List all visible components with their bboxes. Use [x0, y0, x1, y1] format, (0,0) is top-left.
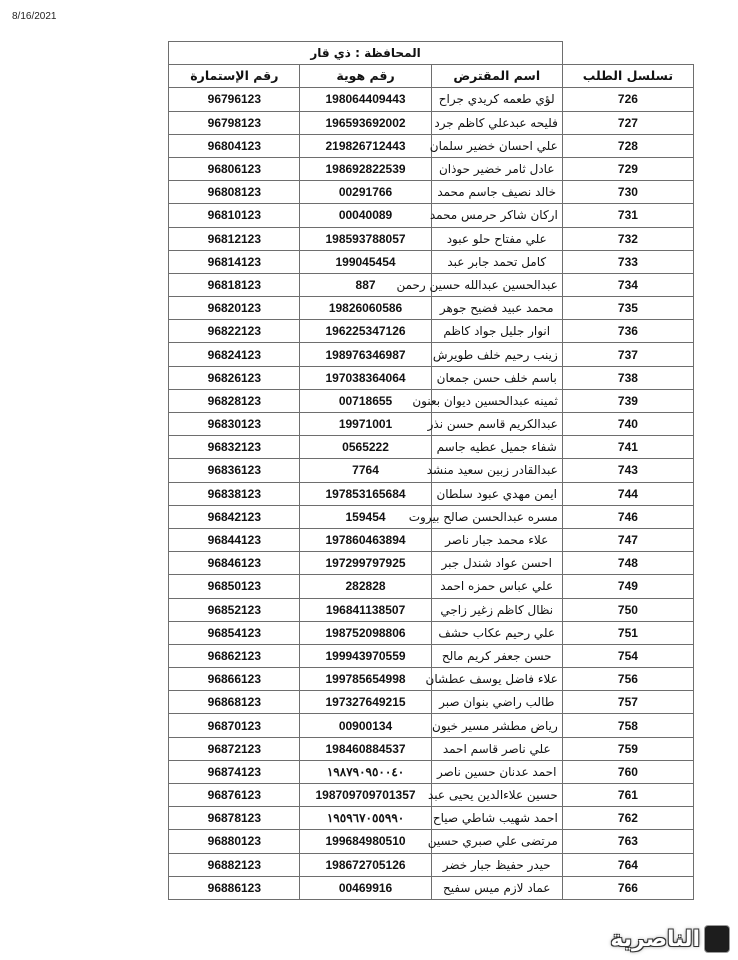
table-row: [38, 807, 694, 830]
form-cell: 96844123: [169, 528, 300, 551]
name-cell: باسم خلف حسن جمعان: [431, 366, 562, 389]
serial-cell: 762: [562, 807, 693, 830]
table-row: [38, 784, 694, 807]
serial-cell: 733: [562, 250, 693, 273]
name-cell: زينب رحيم خلف طويرش: [431, 343, 562, 366]
id-cell: 197860463894: [300, 528, 431, 551]
gate-logo-icon: [704, 925, 730, 953]
header-name: اسم المقترض: [431, 65, 562, 88]
table-row: [38, 366, 694, 389]
blank-cell: [38, 42, 169, 65]
name-cell: اركان شاكر حرمس محمد: [431, 204, 562, 227]
serial-cell: 743: [562, 459, 693, 482]
id-cell: 199785654998: [300, 668, 431, 691]
table-row: [38, 876, 694, 899]
id-cell: 00040089: [300, 204, 431, 227]
name-cell: ثمينه عبدالحسين ديوان بعنون: [431, 389, 562, 412]
serial-cell: 761: [562, 784, 693, 807]
table-row: [38, 320, 694, 343]
form-cell: 96836123: [169, 459, 300, 482]
id-cell: 197038364064: [300, 366, 431, 389]
table-row: [38, 644, 694, 667]
id-cell: 887: [300, 273, 431, 296]
id-cell: 7764: [300, 459, 431, 482]
serial-cell: 737: [562, 343, 693, 366]
id-cell: ١٩٨٧٩٠٩٥٠٠٤٠: [300, 760, 431, 783]
name-cell: علي مفتاح حلو عبود: [431, 227, 562, 250]
id-cell: 199045454: [300, 250, 431, 273]
serial-cell: 734: [562, 273, 693, 296]
table-row: [38, 737, 694, 760]
table-row: [38, 134, 694, 157]
id-cell: 197327649215: [300, 691, 431, 714]
serial-cell: 766: [562, 876, 693, 899]
form-cell: 96878123: [169, 807, 300, 830]
id-cell: 198064409443: [300, 88, 431, 111]
id-cell: 159454: [300, 505, 431, 528]
table-row: [38, 204, 694, 227]
form-cell: 96814123: [169, 250, 300, 273]
table-row: [38, 528, 694, 551]
serial-cell: 747: [562, 528, 693, 551]
id-cell: 198976346987: [300, 343, 431, 366]
name-cell: خالد نصيف جاسم محمد: [431, 181, 562, 204]
name-cell: ايمن مهدي عبود سلطان: [431, 482, 562, 505]
form-cell: 96826123: [169, 366, 300, 389]
name-cell: عبدالحسين عبدالله حسين رحمن: [431, 273, 562, 296]
name-cell: مرتضى علي صبري حسين: [431, 830, 562, 853]
table-head: [38, 42, 694, 88]
name-cell: حيدر حفيظ جبار خضر: [431, 853, 562, 876]
id-cell: 00900134: [300, 714, 431, 737]
serial-cell: 741: [562, 436, 693, 459]
form-cell: 96866123: [169, 668, 300, 691]
id-cell: 198672705126: [300, 853, 431, 876]
form-cell: 96854123: [169, 621, 300, 644]
form-cell: 96824123: [169, 343, 300, 366]
serial-cell: 763: [562, 830, 693, 853]
id-cell: 19826060586: [300, 297, 431, 320]
id-cell: 198752098806: [300, 621, 431, 644]
id-cell: 199943970559: [300, 644, 431, 667]
table-row: [38, 552, 694, 575]
form-cell: 96808123: [169, 181, 300, 204]
serial-cell: 764: [562, 853, 693, 876]
form-cell: 96796123: [169, 88, 300, 111]
name-cell: عبدالكريم قاسم حسن نذر: [431, 413, 562, 436]
blank-cell: [562, 42, 693, 65]
serial-cell: 739: [562, 389, 693, 412]
form-cell: 96818123: [169, 273, 300, 296]
table-row: [38, 459, 694, 482]
table-row: [38, 250, 694, 273]
id-cell: 198593788057: [300, 227, 431, 250]
form-cell: 96880123: [169, 830, 300, 853]
watermark-logo: [610, 925, 730, 953]
header-id: رقم هوية: [300, 65, 431, 88]
id-cell: 0565222: [300, 436, 431, 459]
table-row: [38, 830, 694, 853]
serial-cell: 759: [562, 737, 693, 760]
print-date: 8/16/2021: [12, 11, 57, 22]
id-cell: 19971001: [300, 413, 431, 436]
serial-cell: 730: [562, 181, 693, 204]
name-cell: علاء محمد جبار ناصر: [431, 528, 562, 551]
name-cell: حسين علاءالدين يحيى عبد: [431, 784, 562, 807]
name-cell: احسن عواد شندل جبر: [431, 552, 562, 575]
table-row: [38, 111, 694, 134]
form-cell: 96804123: [169, 134, 300, 157]
serial-cell: 727: [562, 111, 693, 134]
form-cell: 96828123: [169, 389, 300, 412]
form-cell: 96798123: [169, 111, 300, 134]
form-cell: 96886123: [169, 876, 300, 899]
name-cell: شفاء جميل عطيه جاسم: [431, 436, 562, 459]
id-cell: 196593692002: [300, 111, 431, 134]
table-row: [38, 853, 694, 876]
serial-cell: 729: [562, 157, 693, 180]
header-serial: تسلسل الطلب: [562, 65, 693, 88]
serial-cell: 738: [562, 366, 693, 389]
governorate-row: [38, 42, 694, 65]
table-row: [38, 621, 694, 644]
form-cell: 96810123: [169, 204, 300, 227]
name-cell: فليحه عبدعلي كاظم جرد: [431, 111, 562, 134]
serial-cell: 728: [562, 134, 693, 157]
watermark-text: الناصرية: [610, 926, 700, 952]
form-cell: 96872123: [169, 737, 300, 760]
name-cell: كامل تحمد جابر عبد: [431, 250, 562, 273]
form-cell: 96822123: [169, 320, 300, 343]
table-row: [38, 714, 694, 737]
name-cell: طالب راضي بنوان صبر: [431, 691, 562, 714]
name-cell: احمد عدنان حسين ناصر: [431, 760, 562, 783]
serial-cell: 731: [562, 204, 693, 227]
serial-cell: 758: [562, 714, 693, 737]
id-cell: 199684980510: [300, 830, 431, 853]
form-cell: 96832123: [169, 436, 300, 459]
form-cell: 96874123: [169, 760, 300, 783]
table-row: [38, 436, 694, 459]
form-cell: 96870123: [169, 714, 300, 737]
form-cell: 96806123: [169, 157, 300, 180]
table-body: [38, 88, 694, 900]
name-cell: علاء فاضل يوسف عطشان: [431, 668, 562, 691]
name-cell: علي احسان خضير سلمان: [431, 134, 562, 157]
id-cell: 196841138507: [300, 598, 431, 621]
name-cell: انوار جليل جواد كاظم: [431, 320, 562, 343]
id-cell: 00718655: [300, 389, 431, 412]
form-cell: 96842123: [169, 505, 300, 528]
table-row: [38, 482, 694, 505]
id-cell: 196225347126: [300, 320, 431, 343]
serial-cell: 748: [562, 552, 693, 575]
serial-cell: 757: [562, 691, 693, 714]
form-cell: 96852123: [169, 598, 300, 621]
serial-cell: 746: [562, 505, 693, 528]
serial-cell: 760: [562, 760, 693, 783]
serial-cell: 756: [562, 668, 693, 691]
form-cell: 96876123: [169, 784, 300, 807]
name-cell: عادل ثامر خضير حوذان: [431, 157, 562, 180]
serial-cell: 750: [562, 598, 693, 621]
name-cell: لؤي طعمه كريدي جراح: [431, 88, 562, 111]
table-row: [38, 181, 694, 204]
form-cell: 96868123: [169, 691, 300, 714]
serial-cell: 744: [562, 482, 693, 505]
id-cell: 282828: [300, 575, 431, 598]
id-cell: 198709709701357: [300, 784, 431, 807]
id-cell: 00469916: [300, 876, 431, 899]
table-row: [38, 760, 694, 783]
name-cell: علي رحيم عكاب حشف: [431, 621, 562, 644]
serial-cell: 732: [562, 227, 693, 250]
table-row: [38, 88, 694, 111]
name-cell: احمد شهيب شاطي صياح: [431, 807, 562, 830]
form-cell: 96812123: [169, 227, 300, 250]
governorate-label: المحافظة : ذي قار: [169, 42, 563, 65]
table-row: [38, 157, 694, 180]
id-cell: 219826712443: [300, 134, 431, 157]
id-cell: 198692822539: [300, 157, 431, 180]
id-cell: 00291766: [300, 181, 431, 204]
form-cell: 96820123: [169, 297, 300, 320]
name-cell: محمد عبيد فضيح جوهر: [431, 297, 562, 320]
serial-cell: 754: [562, 644, 693, 667]
table-row: [38, 389, 694, 412]
id-cell: 197853165684: [300, 482, 431, 505]
id-cell: 197299797925: [300, 552, 431, 575]
serial-cell: 726: [562, 88, 693, 111]
name-cell: عماد لازم ميس سفيح: [431, 876, 562, 899]
table-row: [38, 691, 694, 714]
name-cell: مسره عبدالحسن صالح بيروت: [431, 505, 562, 528]
header-row: [38, 65, 694, 88]
serial-cell: 740: [562, 413, 693, 436]
header-form: رقم الإستمارة: [169, 65, 300, 88]
table-row: [38, 668, 694, 691]
name-cell: رياض مطشر مسير خيون: [431, 714, 562, 737]
table-row: [38, 505, 694, 528]
form-cell: 96830123: [169, 413, 300, 436]
form-cell: 96838123: [169, 482, 300, 505]
serial-cell: 751: [562, 621, 693, 644]
form-cell: 96862123: [169, 644, 300, 667]
name-cell: نظال كاظم زغير زاجي: [431, 598, 562, 621]
id-cell: 198460884537: [300, 737, 431, 760]
name-cell: علي عباس حمزه احمد: [431, 575, 562, 598]
borrowers-table: [37, 41, 694, 900]
table-row: [38, 575, 694, 598]
form-cell: 96850123: [169, 575, 300, 598]
serial-cell: 749: [562, 575, 693, 598]
table-row: [38, 598, 694, 621]
serial-cell: 735: [562, 297, 693, 320]
table-row: [38, 227, 694, 250]
table-row: [38, 413, 694, 436]
table-row: [38, 297, 694, 320]
id-cell: ١٩٥٩٦٧٠٥٥٩٩٠: [300, 807, 431, 830]
name-cell: علي ناصر قاسم احمد: [431, 737, 562, 760]
name-cell: حسن جعفر كريم مالح: [431, 644, 562, 667]
table-row: [38, 273, 694, 296]
form-cell: 96882123: [169, 853, 300, 876]
table-row: [38, 343, 694, 366]
form-cell: 96846123: [169, 552, 300, 575]
name-cell: عبدالقادر زبين سعيد منشد: [431, 459, 562, 482]
serial-cell: 736: [562, 320, 693, 343]
